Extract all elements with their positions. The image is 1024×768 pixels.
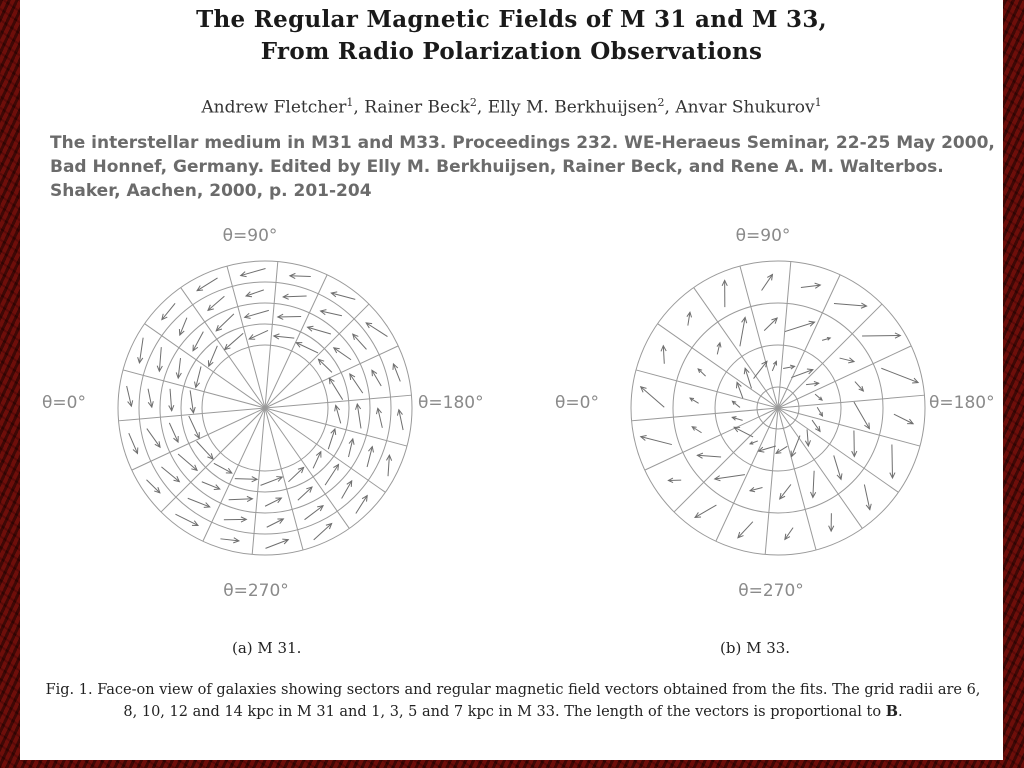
sector-line — [778, 346, 911, 408]
field-vector — [178, 454, 197, 470]
field-vector — [785, 322, 815, 331]
author-affiliation: 1 — [346, 96, 354, 109]
field-vector — [298, 487, 312, 500]
field-vector — [147, 429, 160, 448]
m31-label-top: θ=90° — [222, 226, 278, 246]
field-vector — [754, 361, 767, 378]
field-vector — [792, 436, 800, 457]
field-vector — [216, 314, 234, 331]
field-vector-head — [333, 465, 338, 471]
sector-line — [265, 408, 407, 446]
field-vector — [738, 522, 753, 538]
field-vector — [313, 452, 321, 469]
sector-line — [778, 304, 882, 408]
sector-line — [203, 408, 265, 541]
m33-label-bottom: θ=270° — [738, 581, 804, 601]
field-vector — [169, 423, 178, 442]
figure-caption — [38, 680, 988, 723]
field-vector — [146, 480, 159, 493]
field-vector — [188, 498, 210, 507]
m31-grid — [118, 261, 412, 555]
field-vector — [325, 465, 338, 486]
m33-label-top: θ=90° — [735, 226, 791, 246]
figure-caption-bold: B — [885, 703, 898, 720]
field-vector — [894, 414, 913, 424]
field-vector — [350, 374, 363, 393]
field-vector — [353, 334, 367, 349]
field-vector — [854, 402, 869, 429]
field-vector — [641, 437, 672, 445]
author: Anvar Shukurov — [675, 97, 815, 118]
sector-line — [265, 346, 398, 408]
figure-caption-text: Fig. 1. Face-on view of galaxies showing sectors and regular magnetic field vectors obtained from the fits. The grid radii are 6, 8, 10, 12 and 14 kpc in M 31 and 1, 3, 5 and 7 kpc in M 33. The length of the vectors is proportional to — [45, 682, 981, 720]
field-vector-head — [329, 378, 334, 384]
field-vector — [329, 378, 342, 399]
field-vector — [734, 427, 753, 437]
field-vector — [162, 303, 175, 319]
field-vector — [357, 404, 361, 428]
proceedings-citation: The interstellar medium in M31 and M33. Proceedings 232. WE-Heraeus Seminar, 22-25 May 2000, Bad Honnef, Germany. Edited by Elly M. Berkhuijsen, Rainer Beck, and Rene A. M. Walterbos. Shaker, Aachen, 2000, p. 201-204 — [50, 133, 995, 201]
sector-line — [161, 408, 265, 512]
field-vector-head — [362, 496, 367, 502]
sector-line — [632, 408, 778, 421]
author: Rainer Beck — [364, 97, 470, 118]
field-vector — [366, 323, 387, 337]
m31-label-right: θ=180° — [418, 393, 484, 413]
paper-title-line-2: From Radio Polarization Observations — [260, 38, 763, 65]
field-vector — [780, 484, 791, 498]
sector-line — [145, 324, 265, 408]
m31-label-bottom: θ=270° — [223, 581, 289, 601]
field-vector — [290, 276, 311, 277]
field-vector — [813, 471, 814, 498]
m33-grid — [631, 261, 925, 555]
field-vector — [189, 416, 199, 438]
field-vector — [296, 343, 318, 353]
field-vector — [197, 441, 213, 459]
subcaption-m31: (a) M 31. — [232, 639, 302, 657]
paper-title-line-1: The Regular Magnetic Fields of M 31 and M 33, — [196, 6, 827, 33]
m31-label-left: θ=0° — [42, 393, 86, 413]
field-vector — [193, 332, 203, 351]
field-vector — [249, 330, 268, 339]
sector-line — [778, 408, 898, 492]
field-vector — [372, 370, 381, 386]
author-affiliation: 2 — [657, 96, 665, 109]
field-vector — [288, 467, 303, 481]
field-vector — [342, 481, 352, 499]
field-vector — [318, 359, 332, 372]
field-vector — [762, 274, 773, 290]
figure-caption-end: . — [897, 704, 903, 720]
field-vector — [161, 467, 179, 482]
author-list: Andrew Fletcher$^1$, Rainer Beck$^2$, Elly M. Berkhuijsen$^2$, Anvar Shukurov$^1$ — [201, 96, 822, 118]
sector-line — [778, 275, 840, 408]
m33-label-left: θ=0° — [555, 393, 599, 413]
field-vector — [267, 519, 284, 527]
sector-line — [778, 408, 816, 550]
sector-line — [227, 266, 265, 408]
field-vector — [225, 333, 244, 349]
sector-line — [740, 266, 778, 408]
sector-line — [716, 408, 778, 541]
field-vector — [388, 455, 389, 476]
sector-line — [674, 408, 778, 512]
author-affiliation: 1 — [814, 96, 822, 109]
field-vector — [314, 523, 332, 539]
field-vector — [214, 463, 232, 473]
slide-page — [20, 0, 1003, 760]
sector-line — [645, 408, 778, 470]
field-vector — [663, 346, 664, 364]
field-vector — [695, 505, 716, 517]
sector-line — [265, 408, 385, 492]
sector-line — [778, 262, 791, 408]
author: Elly M. Berkhuijsen — [487, 97, 658, 118]
field-vector — [834, 303, 867, 306]
field-vector — [764, 318, 777, 331]
field-vector — [209, 346, 218, 366]
field-vector — [862, 335, 900, 336]
sector-line — [265, 408, 303, 550]
field-vector — [641, 387, 665, 407]
m31-polar-figure — [38, 215, 498, 615]
field-vector-head — [366, 323, 372, 328]
field-vector — [197, 278, 217, 291]
sector-line — [778, 408, 920, 446]
sector-line — [694, 288, 778, 408]
sector-line — [778, 395, 924, 408]
field-vector — [175, 514, 198, 525]
field-vector — [129, 433, 138, 453]
subcaption-m33: (b) M 33. — [720, 639, 791, 657]
sector-line — [636, 370, 778, 408]
sector-line — [778, 408, 862, 528]
field-vector — [334, 348, 351, 360]
field-vector — [229, 499, 253, 500]
field-vector — [892, 445, 893, 478]
m33-polar-figure — [551, 215, 1011, 615]
m33-label-right: θ=180° — [929, 393, 995, 413]
sector-line — [765, 408, 778, 554]
sector-line — [265, 275, 327, 408]
field-vector — [265, 498, 281, 506]
author: Andrew Fletcher — [201, 97, 347, 118]
field-vector — [235, 479, 257, 480]
field-vector-head — [197, 286, 203, 291]
field-vector — [283, 296, 306, 297]
sector-line — [265, 395, 411, 408]
sector-line — [123, 370, 265, 408]
author-affiliation: 2 — [469, 96, 477, 109]
field-vector — [356, 496, 367, 514]
sector-line — [265, 304, 369, 408]
sector-line — [658, 324, 778, 408]
field-vector — [881, 368, 918, 382]
sector-line — [132, 408, 265, 470]
field-vector — [266, 540, 289, 549]
field-vector — [208, 296, 224, 310]
field-vector — [305, 506, 324, 520]
